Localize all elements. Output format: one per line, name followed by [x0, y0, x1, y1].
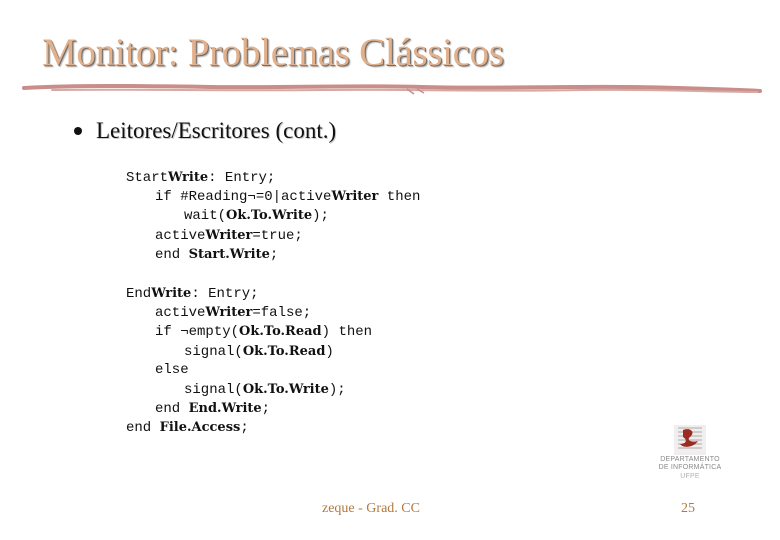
code-identifier: Ok.To.Read: [239, 324, 322, 340]
code-token: : Entry;: [208, 170, 276, 186]
code-line: [126, 226, 420, 245]
code-identifier: Write: [151, 286, 192, 301]
code-line: [126, 322, 372, 341]
code-identifier: End.Write: [188, 401, 262, 417]
code-token: active: [155, 227, 206, 244]
code-line: [126, 284, 372, 303]
title-underline-rule: [22, 80, 762, 98]
code-token: signal(: [184, 381, 243, 398]
code-token: : Entry;: [191, 286, 259, 302]
department-logo-icon: [674, 425, 706, 455]
code-token: ;: [261, 401, 271, 418]
code-token: ;: [240, 420, 249, 437]
code-token: if: [155, 324, 181, 341]
code-identifier: Ok.To.Write: [242, 381, 329, 397]
code-identifier: File.Access: [159, 420, 241, 436]
logo-line-3: UFPE: [680, 473, 700, 480]
code-identifier: Writer: [205, 227, 253, 243]
department-logo: [652, 425, 728, 485]
code-line: [126, 168, 420, 187]
code-token: =0|active: [255, 189, 332, 206]
code-token: else: [155, 361, 189, 378]
code-token: signal(: [184, 343, 243, 360]
code-line: [126, 399, 372, 418]
code-token: );: [312, 208, 329, 225]
code-line: [126, 303, 372, 322]
code-identifier: Writer: [331, 189, 379, 205]
code-token: Start: [126, 170, 169, 186]
code-line: [126, 361, 372, 380]
code-identifier: Start.Write: [188, 246, 270, 262]
code-token: =true;: [252, 227, 303, 244]
not-symbol: ¬: [180, 324, 189, 341]
code-identifier: Write: [168, 170, 209, 185]
code-token: then: [378, 189, 421, 206]
code-line: [126, 342, 372, 361]
code-token: end: [126, 420, 160, 437]
logo-line-2: DE INFORMÁTICA: [658, 464, 722, 471]
bullet-text: Leitores/Escritores (cont.): [96, 118, 337, 143]
code-line: [126, 187, 420, 206]
not-symbol: ¬: [247, 189, 256, 206]
code-identifier: Writer: [205, 305, 253, 321]
code-token: wait(: [184, 208, 227, 225]
code-line: [126, 418, 372, 437]
code-token: End: [126, 286, 152, 302]
code-token: ) then: [321, 324, 373, 341]
code-identifier: if #Reading: [155, 189, 248, 206]
code-block-start-write: [126, 168, 420, 264]
code-identifier: Ok.To.Write: [226, 208, 313, 224]
bullet-item: [74, 118, 336, 144]
code-token: active: [155, 305, 206, 322]
slide-title: Monitor: Problemas Clássicos: [42, 31, 504, 74]
logo-line-1: DEPARTAMENTO: [660, 456, 720, 463]
code-line: [126, 206, 420, 225]
code-line: [126, 245, 420, 264]
code-token: end: [155, 401, 189, 418]
code-token: end: [155, 246, 189, 263]
code-line: [126, 380, 372, 399]
footer-text: zeque - Grad. CC: [322, 501, 420, 516]
code-token: ;: [269, 246, 279, 263]
bullet-dot-icon: [74, 127, 82, 135]
page-number: 25: [681, 501, 695, 516]
code-token: empty(: [188, 324, 240, 341]
code-identifier: Ok.To.Read: [242, 343, 326, 359]
code-token: ): [325, 343, 334, 360]
code-token: =false;: [252, 305, 312, 322]
code-token: );: [328, 381, 346, 398]
code-block-end-write: [126, 284, 372, 438]
